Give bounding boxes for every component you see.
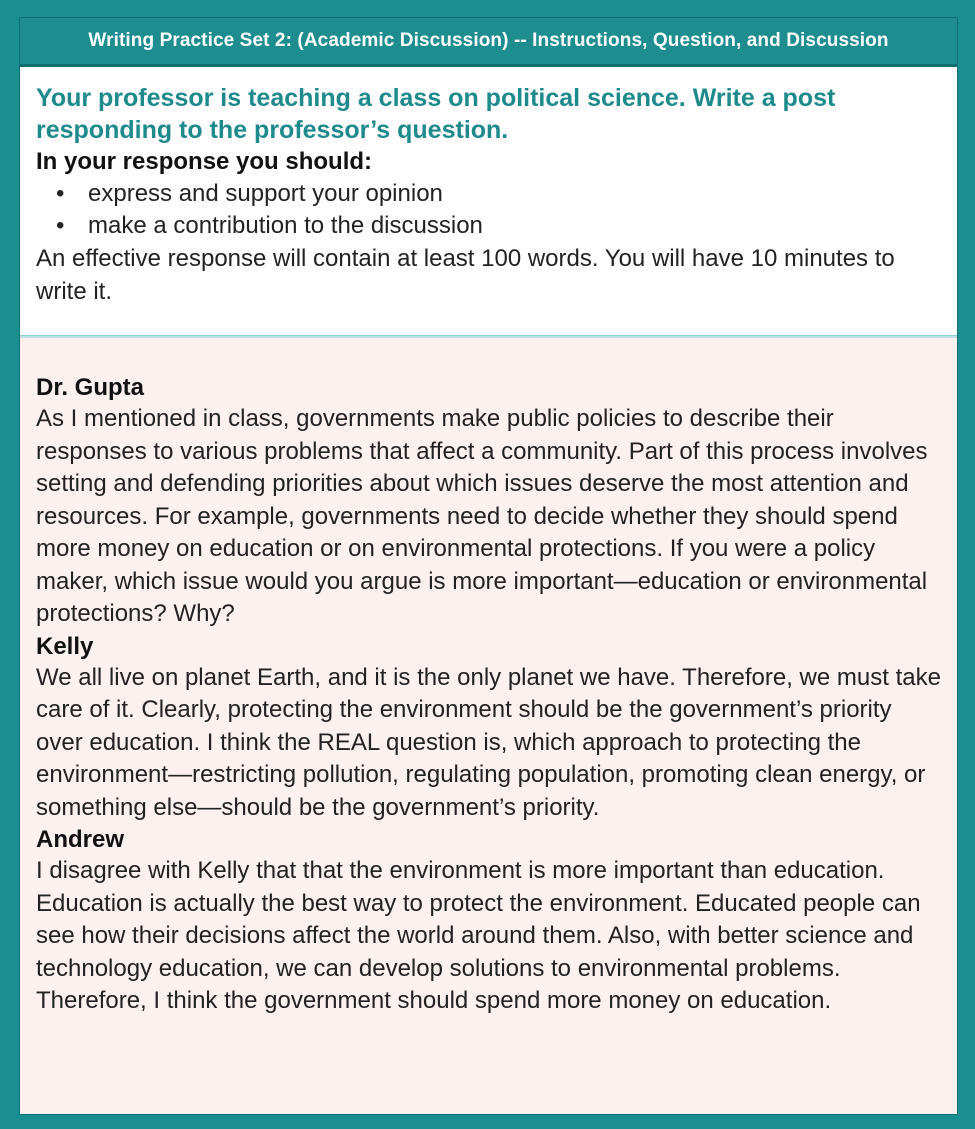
list-item [36,178,941,210]
list-item [36,210,941,242]
speaker-name: Kelly [36,632,94,660]
post-text: I disagree with Kelly that that the environment is more important than education. Education is actually the best way to protect the environment. Educated people can see how their decisions affect the world around them. Also, with better science and technology education, we can develop solutions to environmental problems. Therefore, I think the government should spend more money on education. [36,857,921,1014]
bullet-icon: • [56,180,65,207]
discussion-post-student [36,631,941,825]
task-prompt: Your professor is teaching a class on political science. Write a post responding to the professor’s question. [36,84,836,144]
header-title: Writing Practice Set 2: (Academic Discussion) -- Instructions, Question, and Discussion [88,30,889,51]
practice-card [20,18,957,1114]
discussion-post-student [36,824,941,1018]
response-heading: In your response you should: [36,148,373,175]
effective-response-note: An effective response will contain at least 100 words. You will have 10 minutes to write it. [36,245,895,305]
instructions-panel [20,67,957,335]
post-text: As I mentioned in class, governments make public policies to describe their responses to various problems that affect a community. Part of this process involves setting and defending priorities about which issues deserve the most attention and resources. For example, governments need to decide whether they should spend more money on education or on environmental protections. If you were a policy maker, which issue would you argue is more important—education or environmental protections? Why? [36,405,928,627]
section-header [20,18,957,67]
discussion-panel [20,338,957,1114]
bullet-icon: • [56,212,65,239]
requirements-list [36,178,941,242]
discussion-post-professor [36,372,941,631]
post-text: We all live on planet Earth, and it is the only planet we have. Therefore, we must take care of it. Clearly, protecting the environment should be the government’s priority over education. I think the REAL question is, which approach to protecting the environment—restricting pollution, regulating population, promoting clean energy, or something else—should be the government’s priority. [36,663,941,821]
speaker-name: Andrew [36,826,125,853]
requirement-text: express and support your opinion [88,180,443,207]
requirement-text: make a contribution to the discussion [88,212,483,239]
speaker-name: Dr. Gupta [36,374,145,401]
